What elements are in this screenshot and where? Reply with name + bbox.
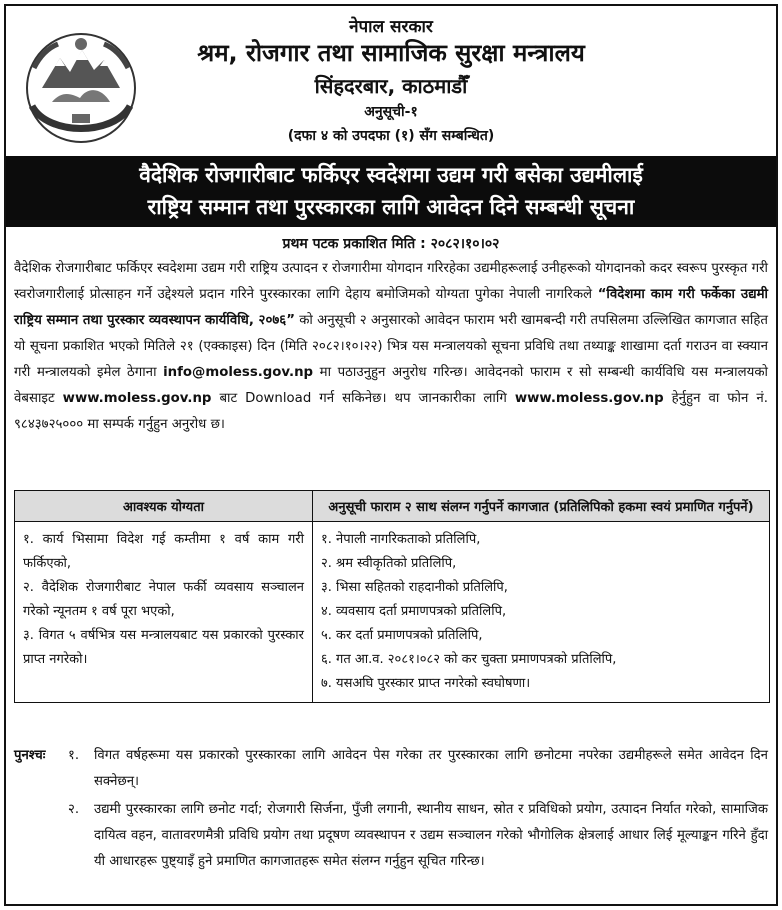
table-header-row <box>15 491 770 522</box>
body-intro: वैदेशिक रोजगारीबाट फर्किएर स्वदेशमा उद्यम गरी राष्ट्रिय उत्पादन र रोजगारीमा योगदान गरिरहेका उद्यमीहरूलाई उनीहरूको योगदानको कदर स्वरूप पुरस्कृत गरी स्वरोजगारीलाई प्रोत्साहन गर्ने उद्देश्यले प्रदान गरिने पुरस्कारका लागि देहाय बमोजिमको योग्यता पुगेका नेपाली नागरिकले <box>14 261 768 302</box>
postscript-notes <box>14 743 768 877</box>
title-line-2: राष्ट्रिय सम्मान तथा पुरस्कारका लागि आवेदन दिने सम्बन्धी सूचना <box>147 195 635 219</box>
body-mid-1: को अनुसूची २ अनुसारको आवेदन फाराम भरी खामबन्दी गरी तपसिलमा उल्लिखित कागजात सहित यो सूचना प्रकाशित भएको मितिले २१ (एक्काइस) दिन (मिति २०८२।१०।२२) भित्र यस मन्त्रालयको सूचना प्रविधि तथा तथ्याङ्क शाखामा दर्ता गराउन वा स्क्यान गरी मन्त्रालयको इमेल ठेगाना <box>14 313 768 380</box>
note-number: १. <box>68 748 80 763</box>
ministry-location: सिंहदरबार, काठमाडौँ <box>314 74 468 98</box>
clause-reference: (दफा ४ को उपदफा (१) सँग सम्बन्धित) <box>287 128 495 144</box>
government-name: नेपाल सरकार <box>349 17 433 37</box>
document-item: १. नेपाली नागरिकताको प्रतिलिपि, <box>321 532 481 547</box>
document-item: २. श्रम स्वीकृतिको प्रतिलिपि, <box>321 556 457 571</box>
note-text: उद्यमी पुरस्कारका लागि छनोट गर्दा; रोजगारी सिर्जना, पुँजी लगानी, स्थानीय साधन, स्रोत र प्रविधिको प्रयोग, उत्पादन निर्यात गरेको, सामाजिक दायित्व वहन, वातावरणमैत्री प्रविधि प्रयोग तथा प्रदूषण व्यवस्थापन र उद्यम सञ्चालन गरेको भौगोलिक क्षेत्रलाई आधार लिई मूल्याङ्कन गरिने हुँदा यी आधारहरू पुष्ट्याइँ हुने प्रमाणित कागजातहरू समेत संलग्न गर्नुहुन सूचित गरिन्छ। <box>94 802 768 869</box>
website-link-2[interactable]: www.moless.gov.np <box>514 391 664 406</box>
postscript-label: पुनश्चः <box>14 748 46 763</box>
note-item <box>14 797 768 875</box>
documents-cell <box>313 522 770 703</box>
requirements-table <box>14 490 770 703</box>
document-item: ३. भिसा सहितको राहदानीको प्रतिलिपि, <box>321 580 508 595</box>
qualification-item: २. वैदेशिक रोजगारीबाट नेपाल फर्की व्यवसाय सञ्चालन गरेको न्यूनतम १ वर्ष पूरा भएको, <box>23 580 304 619</box>
qualification-item: ३. विगत ५ वर्षभित्र यस मन्त्रालयबाट यस प्रकारको पुरस्कार प्राप्त नगरेको। <box>23 628 304 667</box>
guideline-name: “विदेशमा काम गरी फर्केका उद्यमी राष्ट्रिय सम्मान तथा पुरस्कार व्यवस्थापन कार्यविधि, २०७६” <box>14 287 768 328</box>
schedule-label: अनुसूची-१ <box>364 104 418 120</box>
document-item: ७. यसअघि पुरस्कार प्राप्त नगरेको स्वघोषणा। <box>321 676 531 691</box>
email-link[interactable]: info@moless.gov.np <box>163 365 314 380</box>
body-mid-3: बाट Download गर्न सकिनेछ। थप जानकारीका लागि <box>219 391 507 406</box>
note-item <box>14 743 768 795</box>
qualifications-cell <box>15 522 313 703</box>
notice-header <box>6 6 776 156</box>
table-row <box>15 522 770 703</box>
qualification-header: आवश्यक योग्यता <box>15 491 313 522</box>
qualification-item: १. कार्य भिसामा विदेश गई कम्तीमा १ वर्ष काम गरी फर्किएको, <box>23 532 304 571</box>
body-mid-2: मा पठाउनुहुन अनुरोध गरिन्छ। आवेदनको फाराम र सो सम्बन्धी कार्यविधि यस मन्त्रालयको वेबसाइट <box>14 365 768 406</box>
notice <box>4 4 778 906</box>
documents-header: अनुसूची फाराम २ साथ संलग्न गर्नुपर्ने कागजात (प्रतिलिपिको हकमा स्वयं प्रमाणित गर्नुपर्ने) <box>313 491 770 522</box>
body-end: हेर्नुहुन वा फोन नं. ९८४३७२५००० मा सम्पर्क गर्नुहुन अनुरोध छ। <box>14 391 768 432</box>
document-item: ५. कर दर्ता प्रमाणपत्रको प्रतिलिपि, <box>321 628 483 643</box>
document-item: ४. व्यवसाय दर्ता प्रमाणपत्रको प्रतिलिपि, <box>321 604 507 619</box>
website-link[interactable]: www.moless.gov.np <box>62 391 212 406</box>
document-item: ६. गत आ.व. २०८१।०८२ को कर चुक्ता प्रमाणपत्रको प्रतिलिपि, <box>321 652 617 667</box>
note-number: २. <box>68 802 80 817</box>
note-text: विगत वर्षहरूमा यस प्रकारको पुरस्कारका लागि आवेदन पेस गरेका तर पुरस्कारका लागि छनोटमा नपरेका उद्यमीहरूले समेत आवेदन दिन सक्नेछन्। <box>94 748 768 789</box>
title-line-1: वैदेशिक रोजगारीबाट फर्किएर स्वदेशमा उद्यम गरी बसेका उद्यमीलाई <box>139 163 643 187</box>
notice-body <box>14 256 768 438</box>
notice-title-banner <box>6 156 776 227</box>
ministry-name: श्रम, रोजगार तथा सामाजिक सुरक्षा मन्त्रालय <box>197 39 585 67</box>
published-date: प्रथम पटक प्रकाशित मिति : २०८२।१०।०२ <box>282 236 500 252</box>
